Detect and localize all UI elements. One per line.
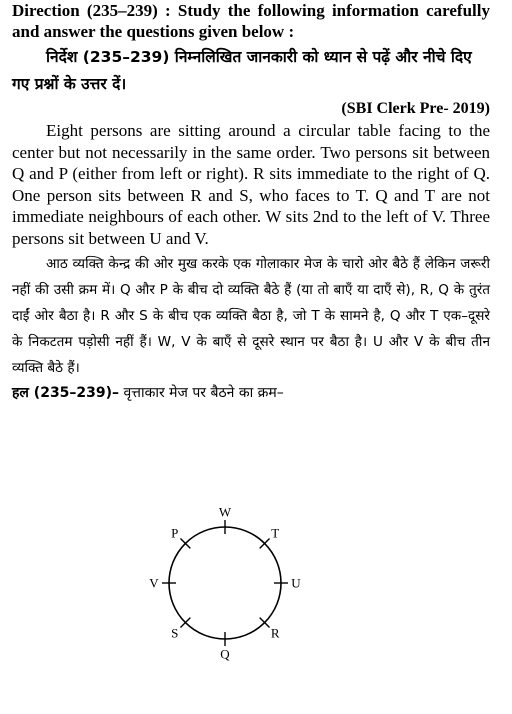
direction-hindi: निर्देश (235–239) निम्नलिखित जानकारी को ध्यान से पढ़ें और नीचे दिए गए प्रश्नों के उत्तर दें। <box>12 48 472 93</box>
seat-label-s: S <box>171 625 179 641</box>
direction-english: Direction (235–239) : Study the following information carefully and answer the questions given below : <box>12 1 490 41</box>
solution-heading <box>12 381 490 405</box>
solution-text: वृत्ताकार मेज पर बैठने का क्रम– <box>123 385 284 401</box>
page <box>12 0 490 405</box>
seat-label-v: V <box>149 575 159 591</box>
seat-label-q: Q <box>220 646 230 662</box>
seat-label-r: R <box>270 625 280 641</box>
seat-label-p: P <box>171 525 179 541</box>
seat-label-u: U <box>291 575 301 591</box>
seat-label-t: T <box>271 525 280 541</box>
solution-label: हल (235–239)– <box>12 385 120 401</box>
seating-diagram <box>140 498 310 668</box>
passage-english: Eight persons are sitting around a circular table facing to the center but not necessarily in the same order. Two persons sit between Q and P (either from left or right). R sits immediate to the right of Q. One person sits between R and S, who faces to T. Q and T are not immediate neighbours of each other. W sits 2nd to the left of V. Three persons sit between U and V. <box>12 121 490 248</box>
passage-hindi: आठ व्यक्ति केन्द्र की ओर मुख करके एक गोलाकार मेज के चारो ओर बैठे हैं लेकिन जरूरी नहीं की उसी क्रम में। Q और P के बीच दो व्यक्ति बैठे हैं (या तो बाएँ या दाएँ से), R, Q के तुरंत दाईं ओर बैठा है। R और S के बीच एक व्यक्ति बैठा है, जो T के सामने है, Q और T एक–दूसरे के निकटतम पड़ोसी नहीं हैं। W, V के बाएँ से दूसरे स्थान पर बैठा है। U और V के बीच तीन व्यक्ति बैठे हैं। <box>12 256 490 376</box>
seat-label-w: W <box>218 504 232 520</box>
exam-source: (SBI Clerk Pre- 2019) <box>341 100 490 117</box>
seating-circle-svg <box>140 498 310 668</box>
